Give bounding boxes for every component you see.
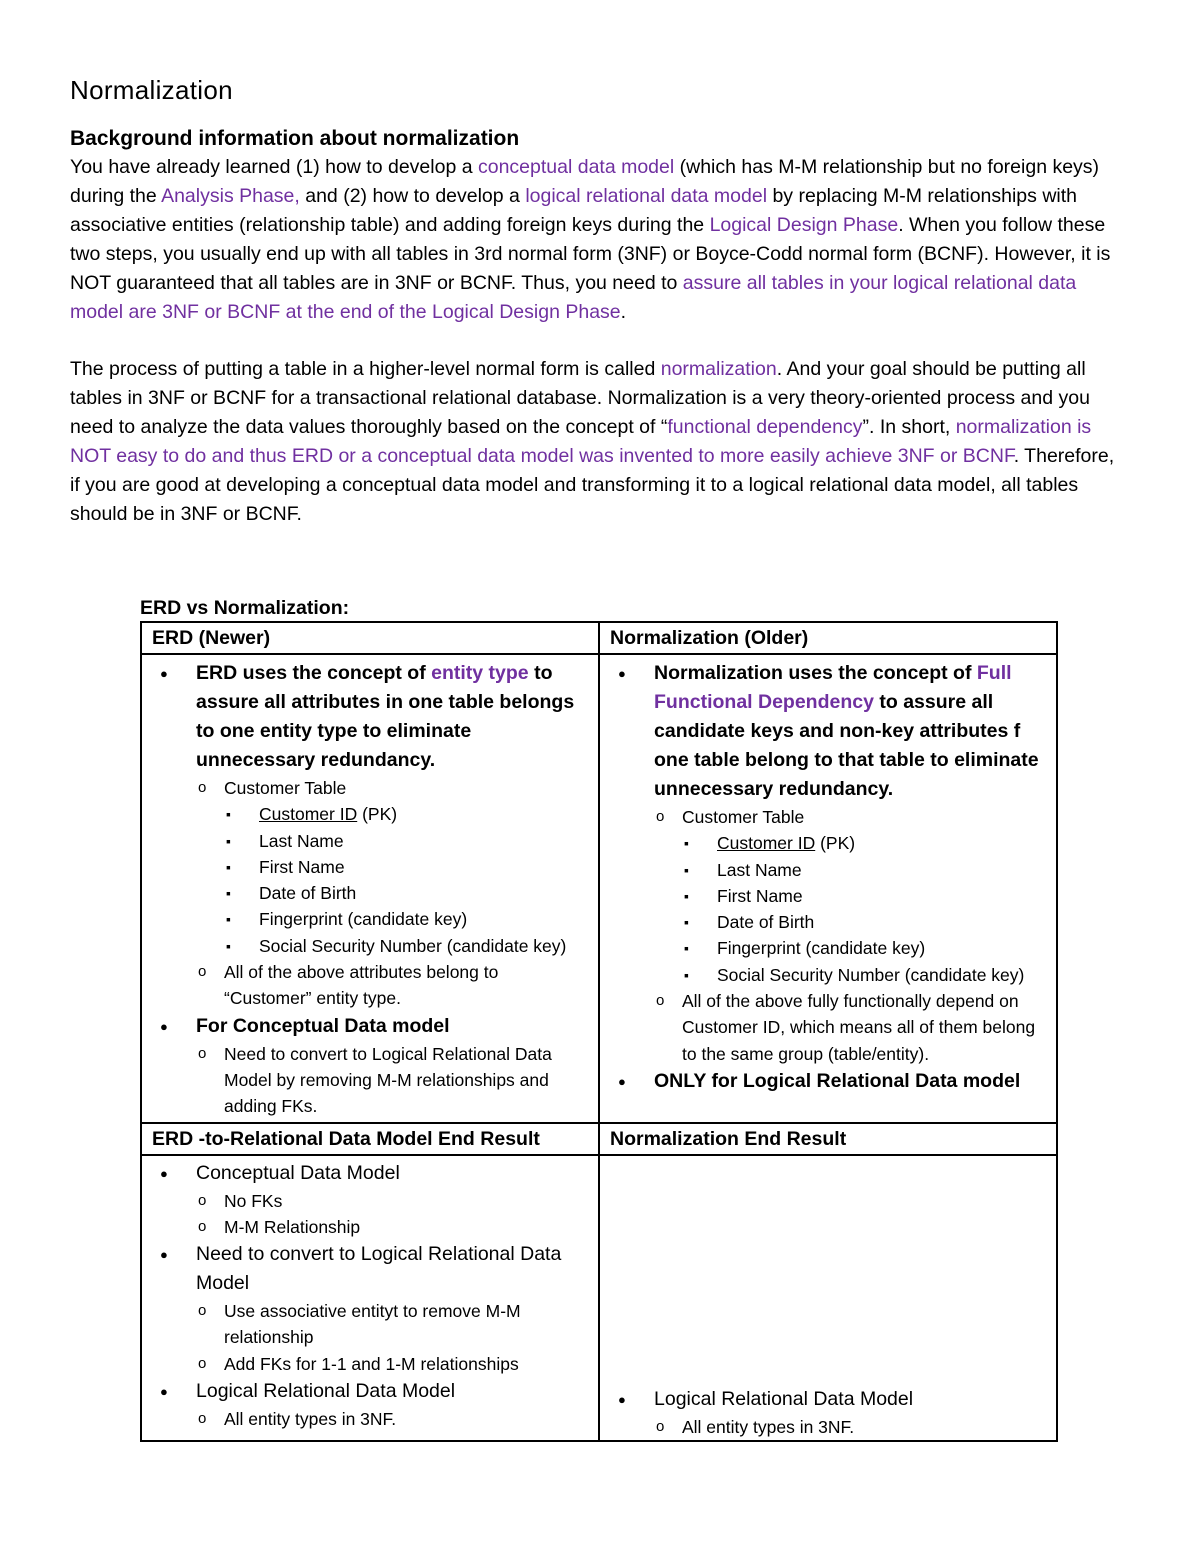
p1-text: . When you follow these two steps, you usually end up with all tables in 3rd normal form (3NF) or Boyce-Codd normal form (BCNF). However, it is NOT guaranteed that all tables are in 3NF or BCNF. Thus, you need to	[70, 213, 1111, 294]
list-item: ▪ First Name	[224, 854, 588, 880]
list-item	[610, 1385, 1046, 1440]
list-item: ▪ Social Security Number (candidate key)	[682, 962, 1046, 988]
list-item	[152, 659, 588, 1012]
header-erd-end-result: ERD -to-Relational Data Model End Result	[141, 1123, 599, 1155]
list-item	[224, 801, 588, 827]
p2-highlight: normalization	[660, 358, 777, 381]
list-item: o All entity types in 3NF.	[196, 1406, 588, 1432]
list-item: ▪ Date of Birth	[682, 909, 1046, 935]
section-heading: Background information about normalization	[70, 127, 520, 150]
norm-bullets	[610, 659, 1046, 1096]
norm-attributes	[682, 830, 1046, 988]
erd-end-b2: Need to convert to Logical Relational Data Model	[196, 1243, 562, 1295]
list-item: o Add FKs for 1-1 and 1-M relationships	[196, 1351, 588, 1377]
list-item: ▪ Fingerprint (candidate key)	[682, 935, 1046, 961]
erd-end-cell	[141, 1155, 599, 1442]
erd-pk-name: Customer ID	[259, 804, 358, 825]
norm-end-sublist	[654, 1414, 1046, 1440]
list-item: o All entity types in 3NF.	[654, 1414, 1046, 1440]
p1-text: (which has M-M relationship but no foreign keys) during the	[70, 156, 1100, 207]
normalization-end-cell	[599, 1155, 1057, 1442]
erd-pk-suffix: (PK)	[357, 804, 398, 825]
p1-text: You have already learned (1) how to develop a	[70, 156, 478, 178]
p1-highlight: conceptual data model	[477, 156, 675, 178]
p2-text: . And your goal should be putting all tables in 3NF or BCNF for a transactional relational database. Normalization is a very theory-oriented process and you need to analyze the data values thoroughly based on the concept of “	[70, 358, 1090, 439]
norm-pk-suffix: (PK)	[815, 833, 856, 854]
p1-text: and (2) how to develop a	[299, 184, 526, 207]
norm-b1-text: to assure all candidate keys and non-key attributes f one table belong to that table to eliminate unnecessary redundancy.	[654, 691, 1039, 800]
table-caption: ERD vs Normalization:	[140, 597, 350, 619]
list-item	[152, 1240, 588, 1377]
p2-text: ”. In short,	[862, 416, 956, 439]
erd-end-b1: Conceptual Data Model	[196, 1161, 400, 1184]
erd-sublist	[196, 775, 588, 1012]
p1-highlight: Analysis Phase,	[161, 184, 300, 207]
table-row	[141, 1155, 1057, 1442]
paragraph-2	[70, 355, 1125, 528]
normalization-cell	[599, 654, 1057, 1123]
erd-end-b3: Logical Relational Data Model	[196, 1380, 456, 1403]
document-page	[70, 70, 1125, 529]
erd-sub1: Customer Table	[224, 778, 347, 798]
p2-text: The process of putting a table in a higher-level normal form is called	[70, 358, 661, 381]
erd-b2: For Conceptual Data model	[196, 1014, 450, 1037]
list-item: ● ONLY for Logical Relational Data model	[610, 1067, 1046, 1096]
comparison-table	[140, 621, 1058, 1442]
list-item	[152, 1012, 588, 1120]
table-row	[141, 654, 1057, 1123]
list-item	[152, 1159, 588, 1241]
table-header-row	[141, 622, 1057, 654]
p2-highlight: functional dependency	[667, 416, 863, 439]
list-item: o No FKs	[196, 1188, 588, 1214]
erd-b1-text: ERD uses the concept of	[196, 662, 432, 684]
erd-bullets	[152, 659, 588, 1120]
erd-end-bullets	[152, 1159, 588, 1433]
list-item: ▪ Fingerprint (candidate key)	[224, 906, 588, 932]
list-item: o All of the above attributes belong to “Customer” entity type.	[196, 959, 588, 1012]
list-item: o M-M Relationship	[196, 1214, 588, 1240]
paragraph-gap	[70, 326, 1125, 355]
list-item: ▪ Last Name	[682, 857, 1046, 883]
p1-highlight: logical relational data model	[525, 184, 768, 207]
list-item: ▪ First Name	[682, 883, 1046, 909]
erd-attributes	[224, 801, 588, 959]
paragraph-1	[70, 153, 1125, 326]
norm-end-b1: Logical Relational Data Model	[654, 1388, 914, 1411]
norm-sub1: Customer Table	[682, 807, 805, 827]
list-item: o Use associative entityt to remove M-M relationship	[196, 1298, 588, 1351]
p1-highlight: Logical Design Phase	[709, 213, 899, 236]
list-item: ▪ Last Name	[224, 828, 588, 854]
norm-pk-name: Customer ID	[717, 833, 816, 854]
list-item	[196, 775, 588, 959]
list-item: o Need to convert to Logical Relational Data Model by removing M-M relationships and adding FKs.	[196, 1041, 588, 1120]
norm-b1-highlight: Full Functional Dependency	[654, 662, 1012, 713]
erd-end-sublist-1	[196, 1188, 588, 1241]
header-normalization: Normalization (Older)	[599, 622, 1057, 654]
erd-b1-text: to assure all attributes in one table belongs to one entity type to eliminate unnecessary redundancy.	[196, 662, 575, 771]
erd-end-sublist-3	[196, 1406, 588, 1432]
p1-highlight: assure all tables in your logical relational data model are 3NF or BCNF at the end of the Logical Design Phase	[70, 271, 1077, 323]
norm-b1-text: Normalization uses the concept of	[654, 662, 977, 684]
list-item: ▪ Date of Birth	[224, 880, 588, 906]
page-title: Normalization	[70, 75, 233, 105]
header-normalization-end-result: Normalization End Result	[599, 1123, 1057, 1155]
p1-text: by replacing M-M relationships with associative entities (relationship table) and adding foreign keys during the	[70, 184, 1077, 236]
p1-text: .	[620, 300, 627, 323]
p2-text: . Therefore, if you are good at developing a conceptual data model and transforming it to a logical relational data model, all tables should be in 3NF or BCNF.	[70, 445, 1115, 525]
erd-cell	[141, 654, 599, 1123]
table-header-row-2	[141, 1123, 1057, 1155]
norm-end-bullets	[610, 1385, 1046, 1440]
list-item	[654, 804, 1046, 988]
list-item	[682, 830, 1046, 856]
header-erd: ERD (Newer)	[141, 622, 599, 654]
norm-sublist	[654, 804, 1046, 1067]
erd-sublist-2	[196, 1041, 588, 1120]
list-item	[152, 1377, 588, 1432]
p2-highlight: normalization is NOT easy to do and thus ERD or a conceptual data model was invented to more easily achieve 3NF or BCNF	[70, 416, 1092, 468]
erd-b1-highlight: entity type	[431, 662, 529, 684]
list-item: o All of the above fully functionally depend on Customer ID, which means all of them belong to the same group (table/entity).	[654, 988, 1046, 1067]
erd-end-sublist-2	[196, 1298, 588, 1377]
list-item	[610, 659, 1046, 1067]
list-item: ▪ Social Security Number (candidate key)	[224, 933, 588, 959]
